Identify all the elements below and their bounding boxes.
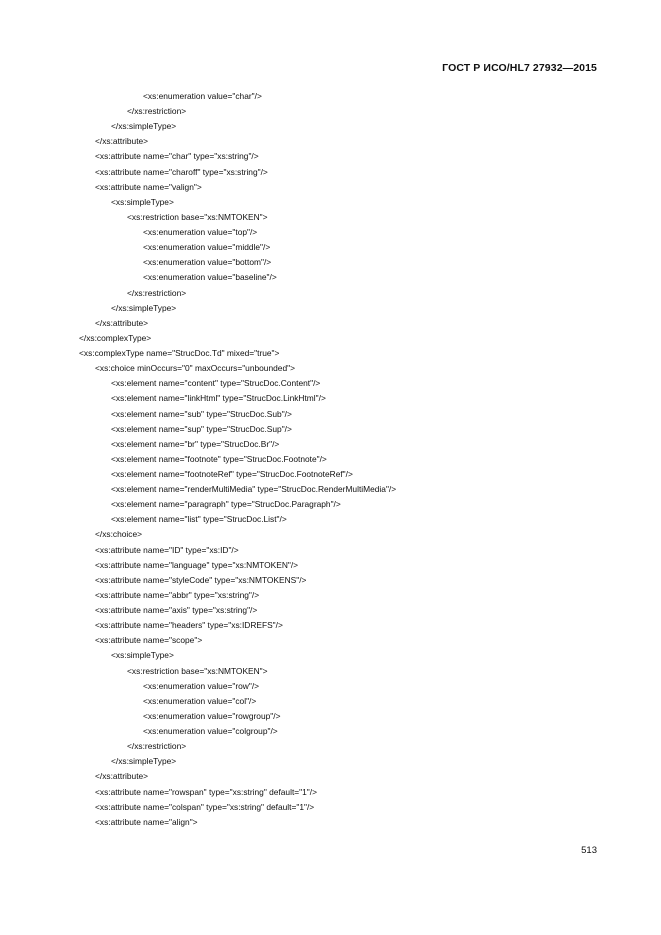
code-line: <xs:attribute name="valign"> <box>95 181 202 192</box>
code-line: <xs:element name="footnoteRef" type="StrucDoc.FootnoteRef"/> <box>111 469 353 479</box>
code-line: </xs:restriction> <box>127 741 187 752</box>
code-line: </xs:attribute> <box>95 317 149 328</box>
code-line: <xs:element name="br" type="StrucDoc.Br"/> <box>111 438 280 449</box>
code-line: <xs:simpleType> <box>111 650 174 661</box>
code-line: <xs:attribute name="align"> <box>95 816 198 827</box>
code-line: <xs:enumeration value="bottom"/> <box>143 257 272 268</box>
code-line: <xs:element name="list" type="StrucDoc.List"/> <box>111 514 287 525</box>
code-line: <xs:attribute name="rowspan" type="xs:string" default="1"/> <box>95 786 317 797</box>
code-line: <xs:attribute name="char" type="xs:string"/> <box>95 151 259 162</box>
code-line: <xs:attribute name="axis" type="xs:string"/> <box>95 605 258 616</box>
page-header-standard-code: ГОСТ Р ИСО/HL7 27932—2015 <box>442 62 597 74</box>
code-line: <xs:element name="paragraph" type="StrucDoc.Paragraph"/> <box>111 499 341 510</box>
code-line: <xs:attribute name="scope"> <box>95 635 203 646</box>
code-line: <xs:attribute name="ID" type="xs:ID"/> <box>95 544 239 555</box>
code-line: <xs:element name="sub" type="StrucDoc.Sub"/> <box>111 408 292 419</box>
code-line: </xs:choice> <box>95 529 143 540</box>
page-number: 513 <box>581 845 597 856</box>
code-line: </xs:simpleType> <box>111 302 177 313</box>
code-line: <xs:simpleType> <box>111 196 174 207</box>
code-line: <xs:complexType name="StrucDoc.Td" mixed="true"> <box>79 348 280 359</box>
code-line: <xs:choice minOccurs="0" maxOccurs="unbounded"> <box>95 363 295 374</box>
code-line: </xs:simpleType> <box>111 121 177 132</box>
code-line: </xs:restriction> <box>127 106 187 117</box>
code-line: <xs:attribute name="styleCode" type="xs:NMTOKENS"/> <box>95 574 307 585</box>
code-line: <xs:enumeration value="middle"/> <box>143 242 271 253</box>
code-line: <xs:attribute name="colspan" type="xs:string" default="1"/> <box>95 801 315 812</box>
code-line: <xs:element name="renderMultiMedia" type="StrucDoc.RenderMultiMedia"/> <box>111 484 397 495</box>
code-line: <xs:attribute name="abbr" type="xs:string"/> <box>95 589 260 600</box>
code-line: <xs:attribute name="language" type="xs:NMTOKEN"/> <box>95 559 299 570</box>
code-line: <xs:restriction base="xs:NMTOKEN"> <box>127 665 268 676</box>
code-line: <xs:attribute name="charoff" type="xs:string"/> <box>95 166 268 177</box>
code-line: <xs:element name="content" type="StrucDoc.Content"/> <box>111 378 321 389</box>
code-line: <xs:enumeration value="rowgroup"/> <box>143 710 281 721</box>
code-line: <xs:restriction base="xs:NMTOKEN"> <box>127 211 268 222</box>
code-line: <xs:enumeration value="baseline"/> <box>143 272 277 283</box>
code-line: <xs:attribute name="headers" type="xs:IDREFS"/> <box>95 620 283 631</box>
code-line: <xs:element name="linkHtml" type="StrucDoc.LinkHtml"/> <box>111 393 326 404</box>
code-line: <xs:enumeration value="col"/> <box>143 695 257 706</box>
code-line: <xs:element name="sup" type="StrucDoc.Sup"/> <box>111 423 292 434</box>
code-line: </xs:restriction> <box>127 287 187 298</box>
code-line: </xs:simpleType> <box>111 756 177 767</box>
code-line: <xs:enumeration value="top"/> <box>143 227 258 238</box>
code-line: <xs:enumeration value="char"/> <box>143 91 262 101</box>
code-line: </xs:attribute> <box>95 771 149 782</box>
code-line: <xs:enumeration value="row"/> <box>143 680 260 691</box>
code-line: <xs:element name="footnote" type="StrucDoc.Footnote"/> <box>111 453 327 464</box>
code-line: <xs:enumeration value="colgroup"/> <box>143 726 278 737</box>
code-line: </xs:complexType> <box>79 332 152 343</box>
code-line: </xs:attribute> <box>95 136 149 147</box>
